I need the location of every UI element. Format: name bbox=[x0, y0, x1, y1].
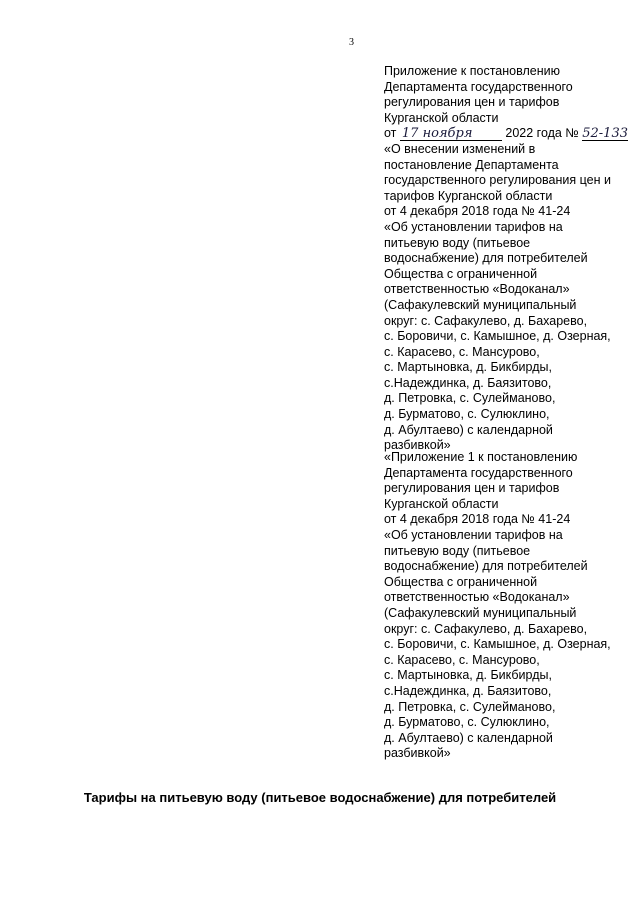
appendix-line: с.Надеждинка, д. Баязитово, bbox=[384, 375, 552, 390]
appendix-header-block bbox=[384, 64, 629, 454]
appendix-line: д. Бурматово, с. Сулюклино, bbox=[384, 407, 550, 422]
appendix1-line: (Сафакулевский муниципальный bbox=[384, 605, 577, 620]
appendix1-line: с. Мартыновка, д. Бикбирды, bbox=[384, 668, 552, 683]
appendix1-line: Курганской области bbox=[384, 496, 499, 511]
appendix1-line: от 4 декабря 2018 года № 41-24 bbox=[384, 512, 571, 527]
appendix-line: «Об установлении тарифов на bbox=[384, 219, 563, 234]
appendix-line: Общества с ограниченной bbox=[384, 266, 538, 281]
appendix1-line: регулирования цен и тарифов bbox=[384, 481, 560, 496]
appendix-line: тарифов Курганской области bbox=[384, 188, 553, 203]
page-number: 3 bbox=[349, 37, 354, 48]
appendix-line: водоснабжение) для потребителей bbox=[384, 251, 588, 266]
appendix1-line: «Об установлении тарифов на bbox=[384, 527, 563, 542]
appendix1-line: д. Абултаево) с календарной bbox=[384, 730, 553, 745]
appendix1-line: разбивкой» bbox=[384, 746, 451, 761]
appendix1-header-block bbox=[384, 450, 629, 762]
appendix1-line: Департамента государственного bbox=[384, 465, 573, 480]
appendix1-line: ответственностью «Водоканал» bbox=[384, 590, 570, 605]
document-title: Тарифы на питьевую воду (питьевое водоснабжение) для потребителей bbox=[83, 790, 557, 805]
appendix-line: Приложение к постановлению bbox=[384, 64, 560, 78]
appendix-line: Департамента государственного bbox=[384, 79, 573, 94]
appendix-line: разбивкой» bbox=[384, 438, 451, 453]
date-prefix: от bbox=[384, 126, 397, 141]
appendix-line: с. Карасево, с. Мансурово, bbox=[384, 344, 540, 359]
date-suffix: 2022 года № bbox=[505, 126, 579, 141]
appendix1-line: «Приложение 1 к постановлению bbox=[384, 450, 578, 464]
appendix1-line: с. Карасево, с. Мансурово, bbox=[384, 652, 540, 667]
appendix1-line: д. Петровка, с. Сулейманово, bbox=[384, 699, 556, 714]
appendix1-line: д. Бурматово, с. Сулюклино, bbox=[384, 715, 550, 730]
appendix-line: с. Мартыновка, д. Бикбирды, bbox=[384, 360, 552, 375]
handwritten-number: 52-133 bbox=[582, 126, 628, 142]
appendix-line: с. Боровичи, с. Камышное, д. Озерная, bbox=[384, 329, 611, 344]
appendix-line: от 4 декабря 2018 года № 41-24 bbox=[384, 204, 571, 219]
appendix-line: (Сафакулевский муниципальный bbox=[384, 297, 577, 312]
appendix-line: д. Петровка, с. Сулейманово, bbox=[384, 391, 556, 406]
appendix-line: ответственностью «Водоканал» bbox=[384, 282, 570, 297]
appendix-line: д. Абултаево) с календарной bbox=[384, 422, 553, 437]
appendix-line: государственного регулирования цен и bbox=[384, 173, 611, 188]
appendix1-line: с.Надеждинка, д. Баязитово, bbox=[384, 683, 552, 698]
appendix-line: Курганской области bbox=[384, 110, 499, 125]
appendix1-line: Общества с ограниченной bbox=[384, 574, 538, 589]
handwritten-date: 17 ноября bbox=[400, 127, 502, 141]
appendix1-line: водоснабжение) для потребителей bbox=[384, 559, 588, 574]
appendix1-line: питьевую воду (питьевое bbox=[384, 543, 531, 558]
appendix1-line: с. Боровичи, с. Камышное, д. Озерная, bbox=[384, 637, 611, 652]
appendix-line: округ: с. Сафакулево, д. Бахарево, bbox=[384, 313, 588, 328]
appendix1-line: округ: с. Сафакулево, д. Бахарево, bbox=[384, 621, 588, 636]
appendix-line: постановление Департамента bbox=[384, 157, 559, 172]
appendix-line: питьевую воду (питьевое bbox=[384, 235, 531, 250]
appendix-date-line bbox=[384, 126, 629, 142]
appendix-line: регулирования цен и тарифов bbox=[384, 95, 560, 110]
appendix-line: «О внесении изменений в bbox=[384, 141, 536, 156]
appendix1-lines bbox=[384, 450, 629, 762]
appendix-lines-after bbox=[384, 142, 629, 454]
